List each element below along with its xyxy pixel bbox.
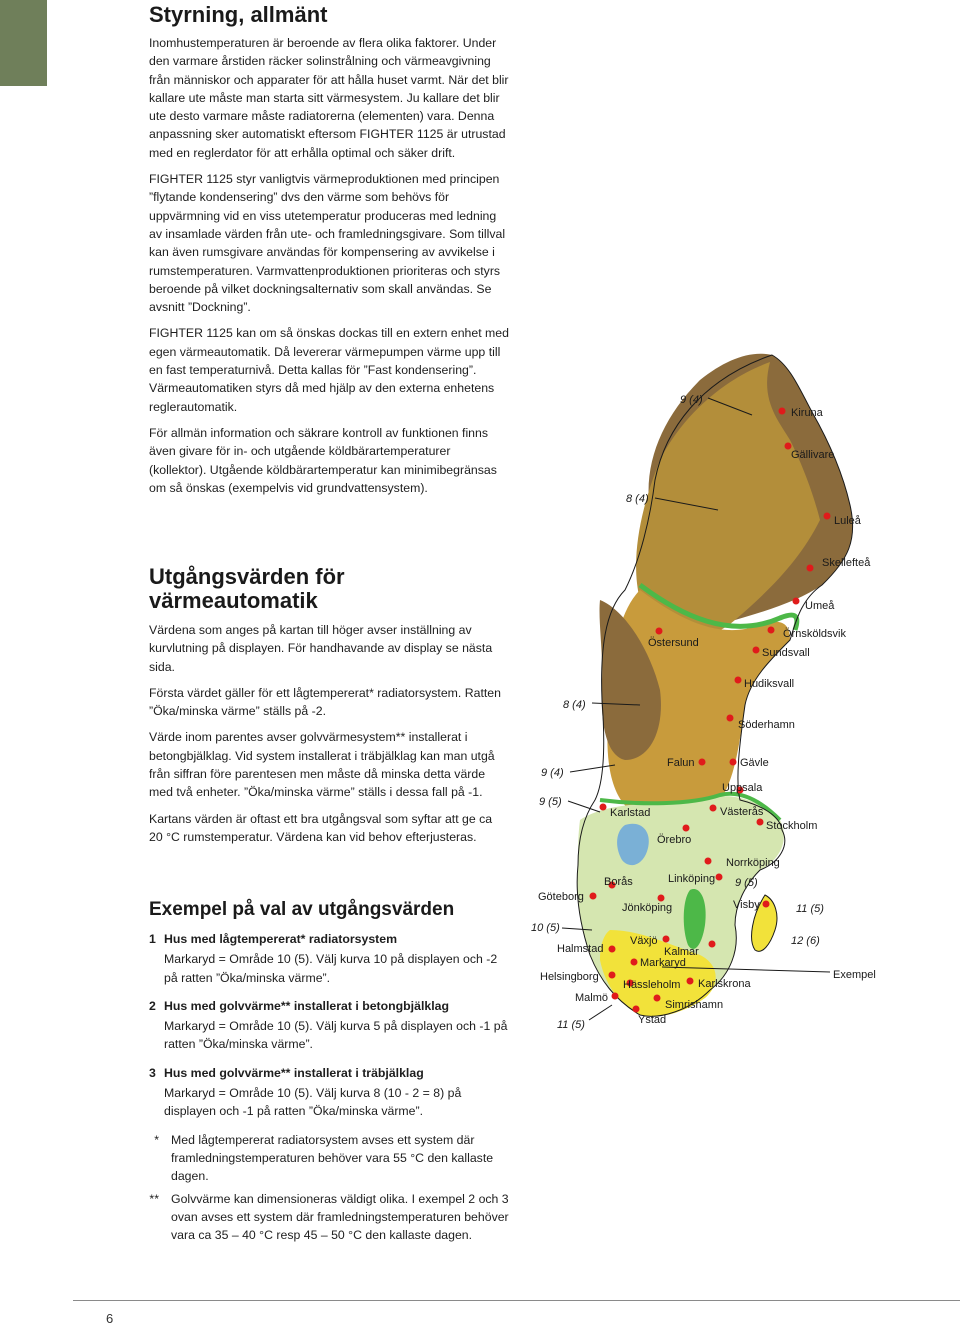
page-number: 6 [106, 1311, 114, 1326]
city-label: Halmstad [557, 943, 604, 955]
city-dot [807, 565, 814, 572]
city-dot [600, 804, 607, 811]
leader-line [570, 765, 615, 772]
city-dot [757, 819, 764, 826]
city-label: Visby [733, 899, 760, 911]
city-dot [705, 858, 712, 865]
city-label: Malmö [575, 992, 609, 1004]
city-dot [709, 941, 716, 948]
example-text: Markaryd = Område 10 (5). Välj kurva 10 på displayen och -2 på ratten ”Öka/minska värme”. [164, 952, 498, 985]
city-label: Karlskrona [698, 978, 751, 990]
city-dot [683, 825, 690, 832]
city-dot [735, 677, 742, 684]
city-label: Uppsala [722, 782, 763, 794]
example-number: 3 [149, 1065, 156, 1080]
city-label: Norrköping [726, 857, 780, 869]
city-dot [609, 972, 616, 979]
city-label: Karlstad [610, 807, 651, 819]
city-label: Linköping [668, 873, 716, 885]
city-label: Jönköping [622, 902, 673, 914]
paragraph: Kartans värden är oftast ett bra utgångsval som syftar att ge ca 20 °C rumstemperatur. Värdena kan vid behov efterjusteras. [149, 811, 493, 844]
city-dot [687, 978, 694, 985]
city-label: Markaryd [640, 957, 686, 969]
example-item [149, 1064, 509, 1121]
city-label: Örnsköldsvik [783, 628, 846, 640]
city-dot [824, 513, 831, 520]
city-dot [753, 647, 760, 654]
section-title-exempel: Exempel på val av utgångsvärden [149, 899, 455, 920]
zone-value: 9 (5) [735, 877, 758, 889]
city-boras [604, 876, 633, 889]
zone-value: 9 (4) [541, 767, 564, 779]
city-dot [609, 946, 616, 953]
city-label: Östersund [648, 637, 699, 649]
city-malmo [575, 992, 619, 1004]
paragraph: Första värdet gäller för ett lågtempererat* radiatorsystem. Ratten ”Öka/minska värme” ställs på -2. [149, 685, 501, 719]
city-hudiksvall [735, 677, 795, 691]
city-dot [633, 1006, 640, 1013]
city-dot [654, 995, 661, 1002]
city-label: Ystad [638, 1014, 667, 1026]
zone-value: 8 (4) [626, 493, 649, 505]
city-dot [590, 893, 597, 900]
zone-value: 8 (4) [563, 699, 586, 711]
city-dot [730, 759, 737, 766]
zone-value: 9 (4) [680, 394, 703, 406]
city-label: Kalmar [664, 946, 699, 958]
city-sundsvall [753, 647, 810, 660]
city-label: Falun [667, 757, 695, 769]
section-body-utgangsvarden [149, 621, 509, 854]
example-heading [149, 1064, 509, 1082]
city-dot [710, 805, 717, 812]
section-body-styrning [149, 34, 509, 505]
city-label: Hudiksvall [744, 678, 795, 690]
paragraph: FIGHTER 1125 kan om så önskas dockas till en extern enhet med egen värmeautomatik. Då levererar värmepumpen värme upp till en fast temperaturnivå. Detta kallas för ”Fast kondensering”. Värmeautomatiken styrs då med hjälp av den externa enhetens reglerautomatik. [149, 326, 509, 414]
city-dot [716, 874, 723, 881]
zone-value: 11 (5) [796, 903, 824, 915]
city-label: Västerås [720, 806, 764, 818]
footer-divider [73, 1300, 960, 1301]
zone-value: 12 (6) [791, 935, 820, 947]
footnote [149, 1190, 509, 1245]
paragraph: Värdena som anges på kartan till höger avser inställning av kurvlutning på displayen. För handhavande av display se nästa sida. [149, 623, 493, 674]
city-label: Borås [604, 876, 633, 888]
city-hassleholm [623, 979, 680, 991]
footnote-mark: * [154, 1132, 159, 1147]
city-umea [793, 598, 836, 613]
city-stockholm [757, 819, 818, 833]
city-dot [793, 598, 800, 605]
section-title-utgangsvarden: Utgångsvärden för värmeautomatik [149, 564, 345, 613]
city-dot [727, 715, 734, 722]
zone-value: 11 (5) [557, 1019, 585, 1031]
example-heading-text: Hus med golvvärme** installerat i betongbjälklag [164, 998, 449, 1013]
example-number: 1 [149, 932, 156, 946]
example-heading-text: Hus med golvvärme** installerat i träbjälklag [164, 1065, 424, 1080]
city-dot [658, 895, 665, 902]
example-item [149, 997, 509, 1054]
leader-line [589, 1005, 612, 1020]
city-dot [699, 759, 706, 766]
city-dot [768, 627, 775, 634]
example-item [149, 930, 509, 987]
example-label: Exempel [833, 969, 876, 981]
city-label: Gällivare [791, 449, 835, 461]
section-title-styrning: Styrning, allmänt [149, 2, 328, 27]
footnote-mark: ** [149, 1191, 159, 1206]
city-uppsala [722, 782, 763, 794]
city-dot [663, 936, 670, 943]
footnote-text: Golvvärme kan dimensioneras väldigt olika. I exempel 2 och 3 ovan avses ett system där framledningstemperaturen behöver vara ca 35 – 40 °C resp 45 – 50 °C den kallaste dagen. [171, 1191, 509, 1243]
city-label: Söderhamn [738, 719, 795, 731]
city-dot [612, 993, 619, 1000]
city-label: Sundsvall [762, 647, 810, 659]
city-label: Gävle [740, 757, 769, 769]
city-linkoping [668, 873, 723, 885]
example-text: Markaryd = Område 10 (5). Välj kurva 8 (10 - 2 = 8) på displayen och -1 på ratten ”Öka/minska värme”. [164, 1086, 462, 1119]
city-label: Luleå [834, 515, 861, 527]
sweden-map [520, 350, 960, 1070]
city-label: Skellefteå [822, 557, 871, 569]
city-dot [631, 959, 638, 966]
city-dot [656, 628, 663, 635]
example-heading [149, 997, 509, 1015]
city-label: Växjö [630, 935, 658, 947]
city-dot [763, 901, 770, 908]
paragraph: Värde inom parentes avser golvvärmesystem** installerat i betongbjälklag. Vid system installerat i träbjälklag kan man utgå från siffran före parentesen men måste då minska detta värde med två enheter. ”Öka/minska värme” ställs i dessa fall på -1. [149, 730, 495, 800]
paragraph: För allmän information och säkrare kontroll av funktionen finns även givare för in- och utgående köldbärartemperaturer (kollektor). Utgående köldbärartemperatur kan minimibegränsas om så önskas (exempelvis vid grundvattensystem). [149, 425, 497, 495]
footnote-text: Med lågtempererat radiatorsystem avses ett system där framledningstemperaturen behöver vara 55 °C den kallaste dagen. [171, 1132, 494, 1184]
zone-value: 9 (5) [539, 796, 562, 808]
example-text: Markaryd = Område 10 (5). Välj kurva 5 på displayen och -1 på ratten ”Öka/minska värme”. [164, 1019, 508, 1052]
example-number: 2 [149, 998, 156, 1013]
city-label: Helsingborg [540, 971, 599, 983]
paragraph: FIGHTER 1125 styr vanligtvis värmeproduktionen med principen ”flytande kondensering” dvs den värme som behövs för uppvärmning vid en viss utetemperatur produceras med ledning av insamlade värden från ute- och framledningsgivare. Som tillval kan även rumsgivare användas för kompensering av avvikelse i rumstemperaturen. Varmvattenproduktionen prioriteras och styrs beroende på vilket dockningsalternativ som skall användas. Se avsnitt ”Dockning”. [149, 172, 506, 315]
city-label: Stockholm [766, 820, 818, 832]
side-tab [0, 0, 47, 86]
footnote [149, 1131, 509, 1186]
city-label: Umeå [805, 600, 835, 612]
leader-line [568, 801, 600, 812]
examples-list [149, 930, 509, 1248]
example-heading-text: Hus med lågtempererat* radiatorsystem [164, 932, 398, 946]
zone-value: 10 (5) [531, 922, 560, 934]
city-label: Simrishamn [665, 999, 724, 1011]
city-label: Kiruna [791, 407, 823, 419]
city-dot [779, 408, 786, 415]
paragraph: Inomhustemperaturen är beroende av flera olika faktorer. Under den varmare årstiden räcker solinstrålning och värmeavgivning från människor och apparater för att hålla huset varmt. När det blir kallare ute måste man starta sitt värmesystem. Ju kallare det blir ute desto varmare måste radiatorerna (elementen) vara. Denna anpassning sker automatiskt eftersom FIGHTER 1125 är utrustad med en reglerdator för att erhålla optimal och säker drift. [149, 36, 509, 160]
city-label: Hässleholm [623, 979, 681, 991]
example-heading [149, 930, 509, 948]
city-label: Örebro [657, 834, 692, 846]
city-label: Göteborg [538, 891, 584, 903]
